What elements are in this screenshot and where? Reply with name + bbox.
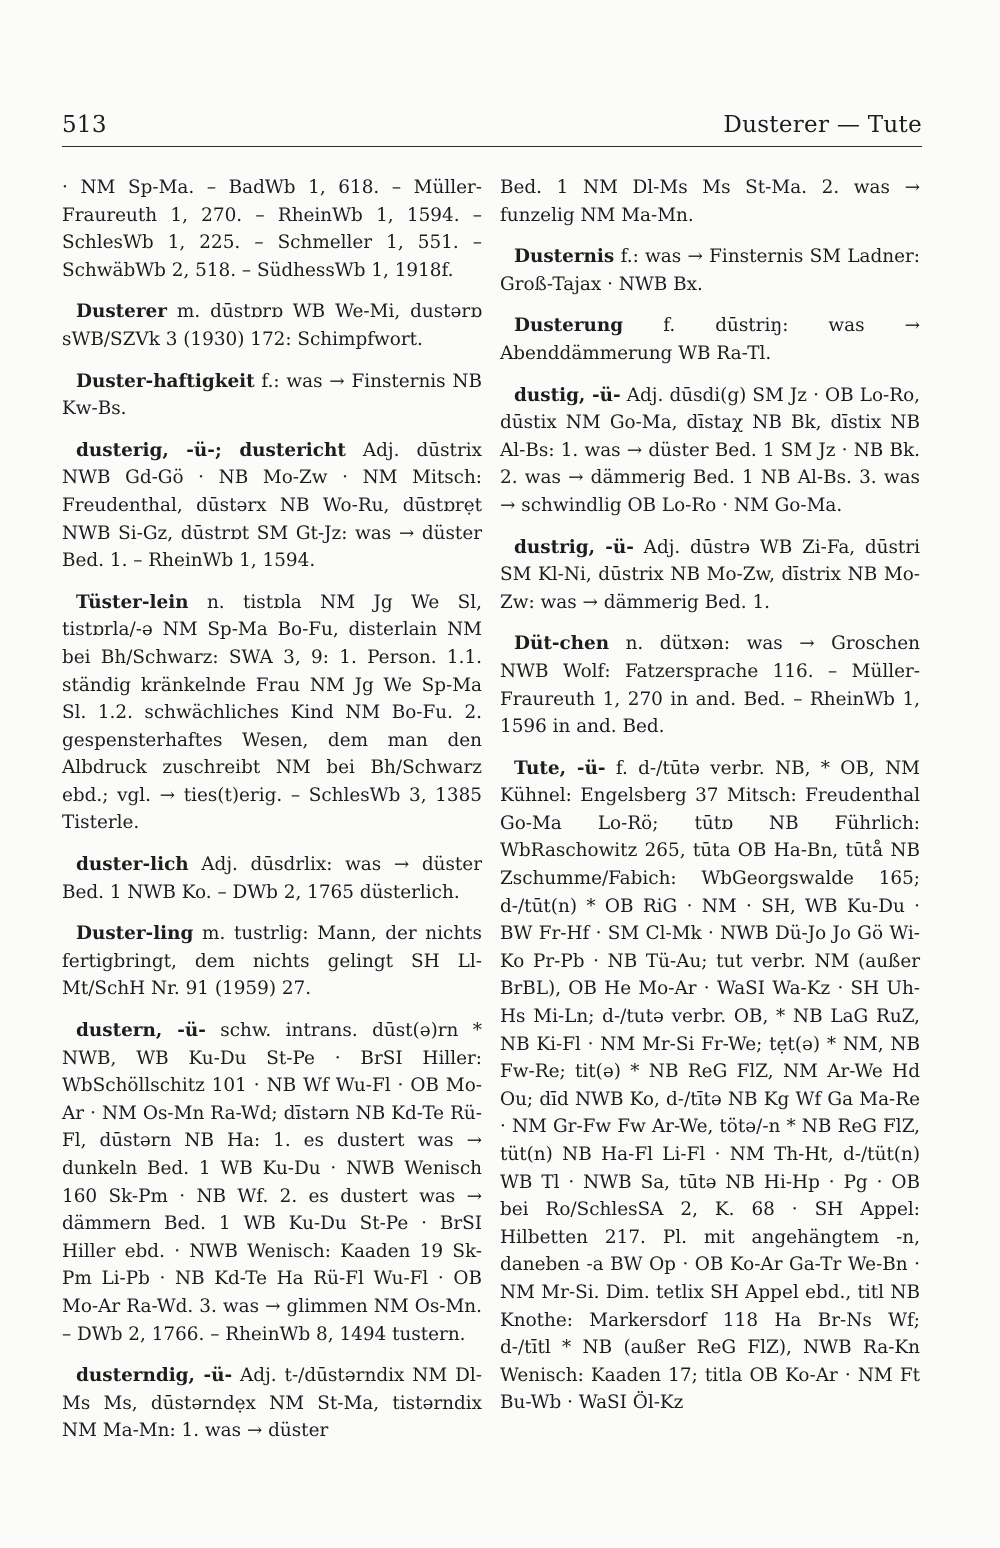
dictionary-entry (62, 851, 482, 906)
entry-text: Adj. dūsdi(g) SM Jz · OB Lo-Ro, dūstix NM Go-Ma, dīstaχ NB Bk, dīstix NB Al-Bs: 1. was → düster Bed. 1 SM Jz · NB Bk. 2. was → dämmerig Bed. 1 NB Al-Bs. 3. was → schwindlig OB Lo-Ro · NM Go-Ma. (500, 384, 921, 516)
entry-lemma: dustig, -ü- (514, 384, 621, 406)
entry-text: Adj. dūsdrlix: was → düster Bed. 1 NWB Ko. – DWb 2, 1765 düsterlich. (62, 854, 482, 903)
entry-lemma: dusterndig, -ü- (76, 1365, 233, 1387)
entry-lemma: Dusterung (514, 315, 624, 337)
dictionary-entry (62, 1362, 482, 1445)
left-column (62, 174, 482, 1459)
entry-lemma: Düt-chen (514, 633, 610, 655)
dictionary-entry (62, 298, 482, 353)
page-number: 513 (62, 112, 107, 138)
entry-text: m. dūstɒrɒ WB We-Mi, dustərɒ sWB/SZVk 3 (1930) 172: Schimpfwort. (62, 301, 482, 350)
entry-lemma: duster-lich (76, 854, 189, 876)
entry-lemma: Tute, -ü- (514, 757, 606, 779)
entry-text: f.: was → Finsternis SM Ladner: Groß-Tajax · NWB Bx. (500, 246, 920, 295)
entry-text: Adj. dūstrə WB Zi-Fa, dūstri SM Kl-Ni, dūstrix NB Mo-Zw, dīstrix NB Mo-Zw: was → dämmerig Bed. 1. (500, 536, 920, 613)
dictionary-entry (500, 755, 920, 1417)
entry-text: Adj. t-/dūstərndix NM Dl-Ms Ms, dūstərndẹx NM St-Ma, tistərndix NM Ma-Mn: 1. was → düster (62, 1365, 482, 1442)
entry-text: Bed. 1 NM Dl-Ms Ms St-Ma. 2. was → funzelig NM Ma-Mn. (500, 177, 920, 226)
dictionary-entry (62, 174, 482, 284)
entry-text: n. tistɒla NM Jg We Sl, tistɒrla/-ə NM Sp-Ma Bo-Fu, disterlain NM bei Bh/Schwarz: SWA 3, 9: 1. Person. 1.1. ständig kränkelnde Frau NM Jg We Sp-Ma Sl. 1.2. schwächliches Kind NM Bo-Fu. 2. gespensterhaftes Wesen, dem man den Albdruck zuschreibt NM bei Bh/Schwarz ebd.; vgl. → ties(t)erig. – SchlesWb 3, 1385 Tisterle. (62, 591, 482, 834)
entry-lemma: Duster-ling (76, 923, 194, 945)
entry-lemma: Tüster-lein (76, 591, 189, 613)
entry-lemma: Dusternis (514, 246, 615, 268)
dictionary-entry (500, 534, 920, 617)
dictionary-entry (62, 368, 482, 423)
entry-text: f. d-/tūtə verbr. NB, * OB, NM Kühnel: Engelsberg 37 Mitsch: Freudenthal Go-Ma Lo-Rö; tūtɒ NB Führlich: WbRaschowitz 265, tūta OB Ha-Bn, tūtå NB Zschumme/Fabich: WbGeorgswalde 165; d-/tūt(n) * OB RiG · NM · SH, WB Ku-Du · BW Fr-Hf · SM Cl-Mk · NWB Dü-Jo Jo Gö Wi-Ko Pr-Pb · NB Tü-Au; tut verbr. NM (außer BrBL), OB He Mo-Ar · WaSI Wa-Kz · SH Uh-Hs Mi-Ln; d-/tutə verbr. OB, * NB LaG RuZ, NB Ki-Fl · NM Mr-Si Fr-We; tẹt(ə) * NM, NB Fw-Re; tit(ə) * NB ReG FlZ, NM Ar-We Hd Ou; dīd NWB Ko, d-/tītə NB Kg Wf Ga Ma-Re · NM Gr-Fw Fw Ar-We, tötə/-n * NB ReG FlZ, tüt(n) NB Ha-Fl Li-Fl · NM Th-Ht, d-/tüt(n) WB Tl · NWB Sa, tūtə NB Hi-Hp · Pg · OB bei Ro/SchlesSA 2, K. 68 · SH Appel: Hilbetten 217. Pl. mit angehängtem -n, daneben -a BW Op · OB Ko-Ar Ga-Tr We-Bn · NM Mr-Si. Dim. tetlix SH Appel ebd., titl NB Knothe: Markersdorf 118 Ha Br-Ns Wf; d-/tītl * NB (außer ReG FlZ), NWB Ra-Kn Wenisch: Kaaden 17; titla OB Ko-Ar · NM Ft Bu-Wb · WaSI Öl-Kz (500, 757, 920, 1414)
entry-lemma: dustern, -ü- (76, 1020, 206, 1042)
dictionary-entry (62, 920, 482, 1003)
entry-lemma: Duster-haftigkeit (76, 370, 255, 392)
page-header (62, 112, 922, 147)
entry-lemma: dustrig, -ü- (514, 536, 634, 558)
entry-text: Adj. dūstrix NWB Gd-Gö · NB Mo-Zw · NM Mitsch: Freudenthal, dūstərx NB Wo-Ru, dūstɒrẹt NWB Si-Gz, dūstrɒt SM Gt-Jz: was → düster Bed. 1. – RheinWb 1, 1594. (62, 439, 482, 572)
dictionary-entry (500, 174, 920, 229)
right-column (500, 174, 920, 1431)
entry-text: f. dūstriŋ: was → Abenddämmerung WB Ra-Tl. (500, 315, 920, 364)
entry-text: · NM Sp-Ma. – BadWb 1, 618. – Müller-Fraureuth 1, 270. – RheinWb 1, 1594. – SchlesWb 1, 225. – Schmeller 1, 551. – SchwäbWb 2, 518. – SüdhessWb 1, 1918f. (62, 177, 482, 281)
entry-text: f.: was → Finsternis NB Kw-Bs. (62, 370, 482, 420)
dictionary-entry (62, 589, 482, 837)
entry-lemma: dusterig, -ü-; dustericht (76, 439, 346, 461)
entry-text: n. dütxən: was → Groschen NWB Wolf: Fatzersprache 116. – Müller-Fraureuth 1, 270 in and. Bed. – RheinWb 1, 1596 in and. Bed. (500, 633, 920, 738)
dictionary-entry (500, 243, 920, 298)
entry-text: m. tustrlig: Mann, der nichts fertigbringt, dem nichts gelingt SH Ll-Mt/SchH Nr. 91 (1959) 27. (62, 923, 482, 1000)
dictionary-entry (62, 1017, 482, 1348)
running-title: Dusterer — Tute (723, 112, 922, 138)
dictionary-entry (500, 630, 920, 740)
entry-text: schw. intrans. dūst(ə)rn * NWB, WB Ku-Du St-Pe · BrSI Hiller: WbSchöllschitz 101 · NB Wf Wu-Fl · OB Mo-Ar · NM Os-Mn Ra-Wd; dīstərn NB Kd-Te Rü-Fl, dūstərn NB Ha: 1. es dustert was → dunkeln Bed. 1 WB Ku-Du · NWB Wenisch 160 Sk-Pm · NB Wf. 2. es dustert was → dämmern Bed. 1 WB Ku-Du St-Pe · BrSI Hiller ebd. · NWB Wenisch: Kaaden 19 Sk-Pm Li-Pb · NB Kd-Te Ha Rü-Fl Wu-Fl · OB Mo-Ar Ra-Wd. 3. was → glimmen NM Os-Mn. – DWb 2, 1766. – RheinWb 8, 1494 tustern. (62, 1020, 483, 1345)
dictionary-entry (62, 437, 482, 575)
dictionary-entry (500, 382, 920, 520)
dictionary-entry (500, 312, 920, 367)
entry-lemma: Dusterer (76, 301, 167, 323)
